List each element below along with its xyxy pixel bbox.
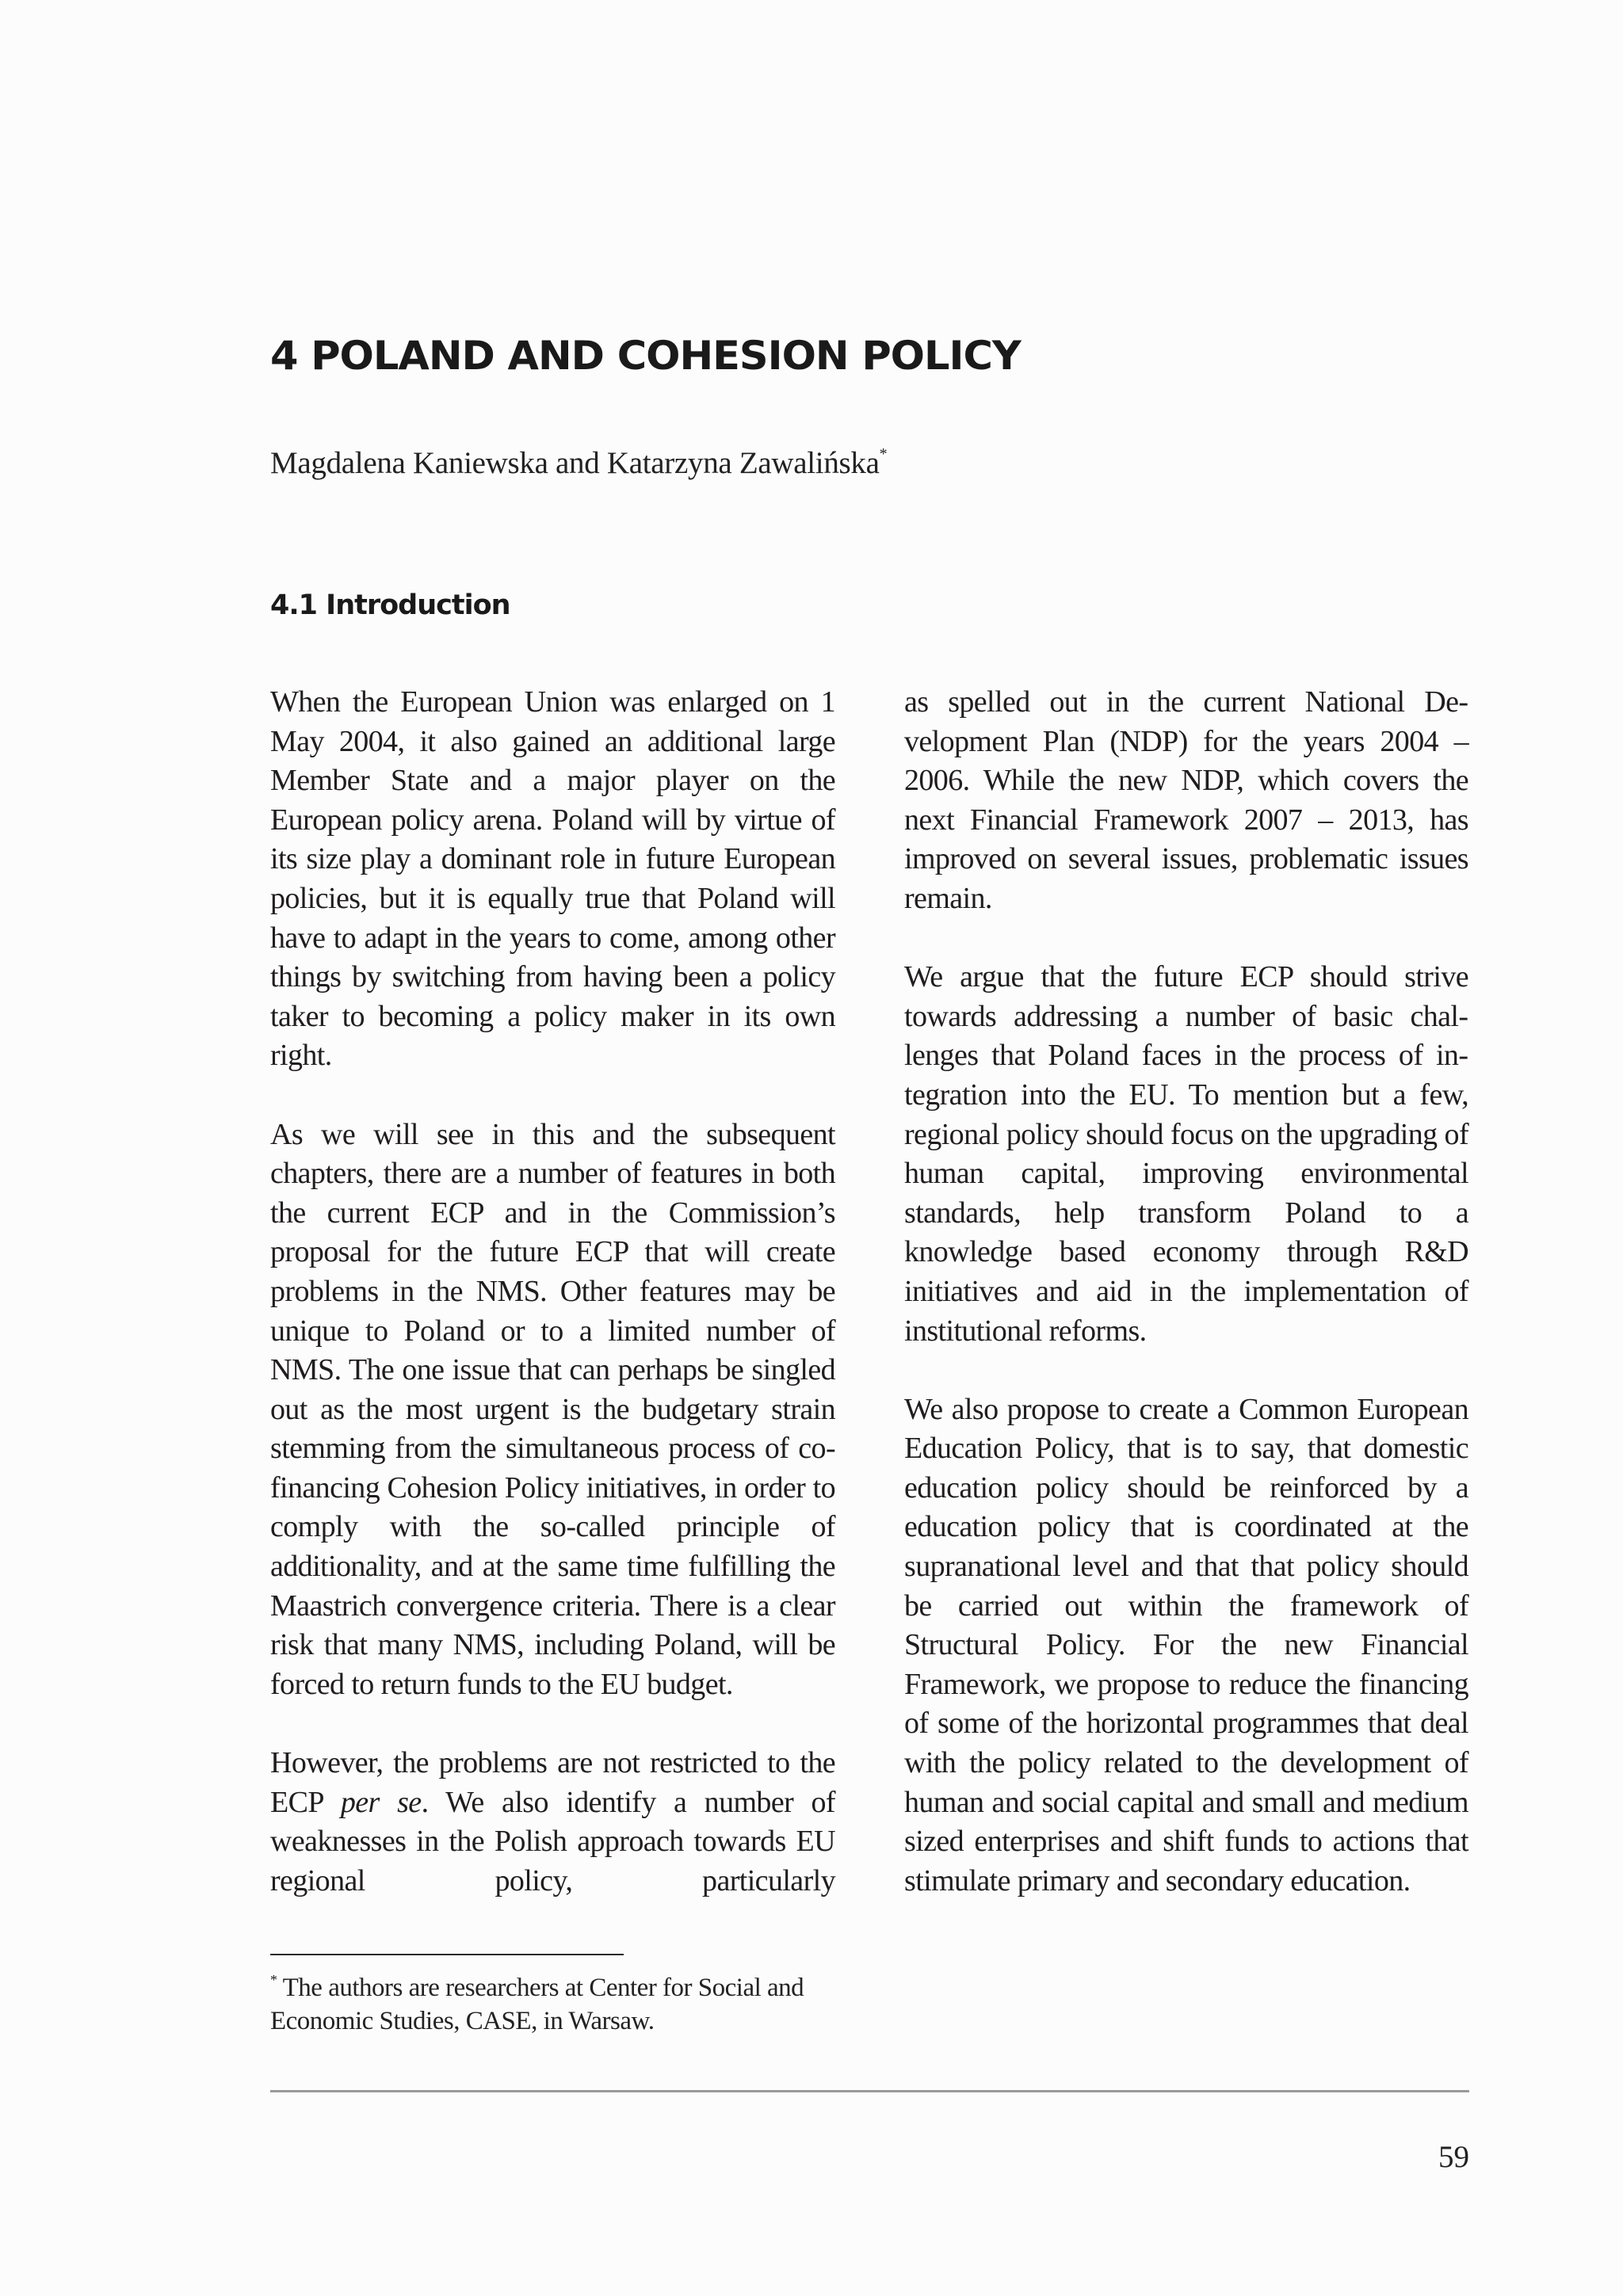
page-number: 59: [1438, 2140, 1469, 2174]
right-column: [904, 683, 1468, 1901]
left-column: [270, 683, 835, 1901]
authors-names: Magdalena Kaniewska and Katarzyna Zawalińska: [270, 446, 880, 480]
section-title: 4.1 Introduction: [270, 589, 510, 621]
footer-divider: [270, 2090, 1469, 2092]
footnote-marker-link[interactable]: *: [879, 445, 888, 463]
paragraph-text: However, the problems are not restricted to the ECP: [270, 1746, 835, 1819]
footnote-marker: *: [270, 1972, 277, 1988]
chapter-title: 4 POLAND AND COHESION POLICY: [270, 333, 1021, 379]
footnote-text: The authors are researchers at Center for Social and Economic Studies, CASE, in Warsaw.: [270, 1974, 804, 2035]
paragraph: As we will see in this and the subsequent chapters, there are a number of features in both the current ECP and in the Commission’s proposal for the future ECP that will create problems in the NMS. Other features may be unique to Poland or to a limited number of NMS. The one issue that can perhaps be singled out as the most urgent is the budgetary strain stemming from the simultaneous process of co-financing Cohesion Policy initiatives, in order to comply with the so-called principle of additionality, and at the same time fulfilling the Maastrich convergence criteria. There is a clear risk that many NMS, including Poland, will be forced to return funds to the EU budget.: [270, 1117, 835, 1701]
paragraph: [270, 1744, 835, 1901]
footnote: [270, 1965, 841, 2038]
paragraph: as spelled out in the current National Development Plan (NDP) for the years 2004 – 2006. While the new NDP, which covers the next Financial Framework 2007 – 2013, has improved on several issues, problematic issues remain.: [904, 685, 1468, 915]
paragraph: When the European Union was enlarged on 1 May 2004, it also gained an additional large Member State and a major player on the European policy arena. Poland will by virtue of its size play a dominant role in future European policies, but it is equally true that Poland will have to adapt in the years to come, among other things by switching from having been a policy taker to becoming a policy maker in its own right.: [270, 685, 835, 1073]
italic-phrase: per se: [340, 1785, 422, 1819]
paragraph: We argue that the future ECP should strive towards addressing a number of basic challenges that Poland faces in the process of integration into the EU. To mention but a few, regional policy should focus on the upgrading of human capital, improving environmental standards, help transform Poland to a knowledge based economy through R&D initiatives and aid in the implementation of institutional reforms.: [904, 960, 1468, 1348]
footnote-divider: [270, 1954, 624, 1955]
paragraph-text: . We also identify a number of weaknesses in the Polish approach towards EU regional policy, particularly: [270, 1785, 835, 1897]
chapter-authors: [270, 445, 887, 481]
paragraph: We also propose to create a Common European Education Policy, that is to say, that domestic education policy should be reinforced by a education policy that is coordinated at the supranational level and that that policy should be carried out within the framework of Structural Policy. For the new Financial Framework, we propose to reduce the financing of some of the horizontal programmes that deal with the policy related to the development of human and social capital and small and medium sized enterprises and shift funds to actions that stimulate primary and secondary education.: [904, 1392, 1468, 1897]
